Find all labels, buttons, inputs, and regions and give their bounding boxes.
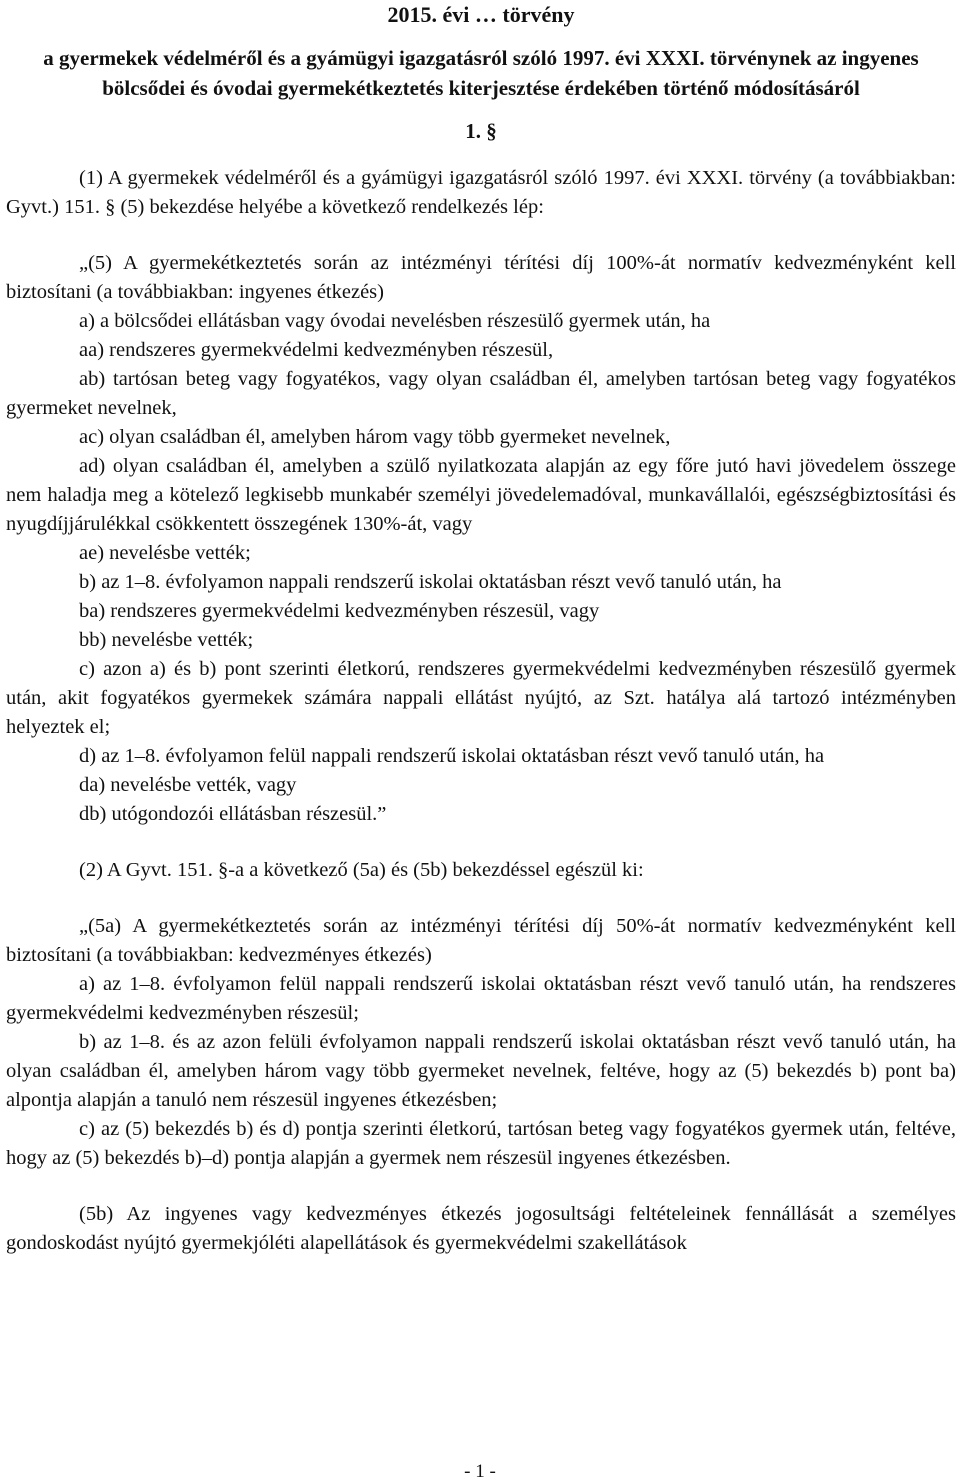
page-number: - 1 -	[464, 1461, 496, 1482]
paragraph: „(5) A gyermekétkeztetés során az intézményi térítési díj 100%-át normatív kedvezményként kell biztosítani (a továbbiakban: ingyenes étkezés)	[6, 252, 956, 303]
paragraph: ab) tartósan beteg vagy fogyatékos, vagy olyan családban él, amelyben tartósan beteg vagy fogyatékos gyermeket nevelnek,	[6, 368, 956, 419]
paragraph: (5b) Az ingyenes vagy kedvezményes étkezés jogosultsági feltételeinek fennállását a személyes gondoskodást nyújtó gyermekjóléti alapellátások és gyermekvédelmi szakellátások	[6, 1203, 956, 1254]
paragraph: db) utógondozói ellátásban részesül.”	[79, 803, 387, 825]
law-subtitle: a gyermekek védelméről és a gyámügyi igazgatásról szóló 1997. évi XXXI. törvénynek az ingyenes bölcsődei és óvodai gyermekétkeztetés kiterjesztése érdekében történő módosításáról	[43, 46, 919, 100]
document-content	[6, 0, 956, 1258]
paragraph: c) az (5) bekezdés b) és d) pontja szerinti életkorú, tartósan beteg vagy fogyatékos gyermek után, feltéve, hogy az (5) bekezdés b)–d) pontja alapján a gyermek nem részesül ingyenes étkezésben.	[6, 1118, 956, 1169]
paragraph: d) az 1–8. évfolyamon felül nappali rendszerű iskolai oktatásban részt vevő tanuló után, ha	[79, 745, 825, 767]
paragraph: bb) nevelésbe vették;	[79, 629, 254, 651]
section-body	[6, 164, 956, 1258]
paragraph: (1) A gyermekek védelméről és a gyámügyi igazgatásról szóló 1997. évi XXXI. törvény (a továbbiakban: Gyvt.) 151. § (5) bekezdése helyébe a következő rendelkezés lép:	[6, 167, 956, 218]
paragraph: ae) nevelésbe vették;	[79, 542, 251, 564]
paragraph: ad) olyan családban él, amelyben a szülő nyilatkozata alapján az egy főre jutó havi jövedelem összege nem haladja meg a kötelező legkisebb munkabér személyi jövedelemadóval, munkavállalói, egészségbiztosítási és nyugdíjjárulékkal csökkentett összegének 130%-át, vagy	[6, 455, 956, 535]
paragraph: ba) rendszeres gyermekvédelmi kedvezményben részesül, vagy	[79, 600, 600, 622]
paragraph: ac) olyan családban él, amelyben három vagy több gyermeket nevelnek,	[79, 426, 671, 448]
paragraph: (2) A Gyvt. 151. §-a a következő (5a) és (5b) bekezdéssel egészül ki:	[79, 859, 644, 881]
paragraph: b) az 1–8. és az azon felüli évfolyamon nappali rendszerű iskolai oktatásban részt vevő tanuló után, ha olyan családban él, amelyben három vagy több gyermeket nevelnek, feltéve, hogy az (5) bekezdés b) pont ba) alpontja alapján a tanuló nem részesül ingyenes étkezésben;	[6, 1031, 956, 1111]
paragraph: a) az 1–8. évfolyamon felül nappali rendszerű iskolai oktatásban részt vevő tanuló után, ha rendszeres gyermekvédelmi kedvezményben részesül;	[6, 973, 956, 1024]
law-title: 2015. évi … törvény	[387, 2, 575, 27]
paragraph: aa) rendszeres gyermekvédelmi kedvezményben részesül,	[79, 339, 554, 361]
paragraph: da) nevelésbe vették, vagy	[79, 774, 297, 796]
section-heading: 1. §	[465, 119, 497, 143]
paragraph: a) a bölcsődei ellátásban vagy óvodai nevelésben részesülő gyermek után, ha	[79, 310, 711, 332]
paragraph: c) azon a) és b) pont szerinti életkorú, rendszeres gyermekvédelmi kedvezményben részesülő gyermek után, akit fogyatékos gyermekek számára nappali ellátást nyújtó, az Szt. hatálya alá tartozó intézményben helyeztek el;	[6, 658, 956, 738]
paragraph: „(5a) A gyermekétkeztetés során az intézményi térítési díj 50%-át normatív kedvezményként kell biztosítani (a továbbiakban: kedvezményes étkezés)	[6, 915, 956, 966]
paragraph: b) az 1–8. évfolyamon nappali rendszerű iskolai oktatásban részt vevő tanuló után, ha	[79, 571, 782, 593]
